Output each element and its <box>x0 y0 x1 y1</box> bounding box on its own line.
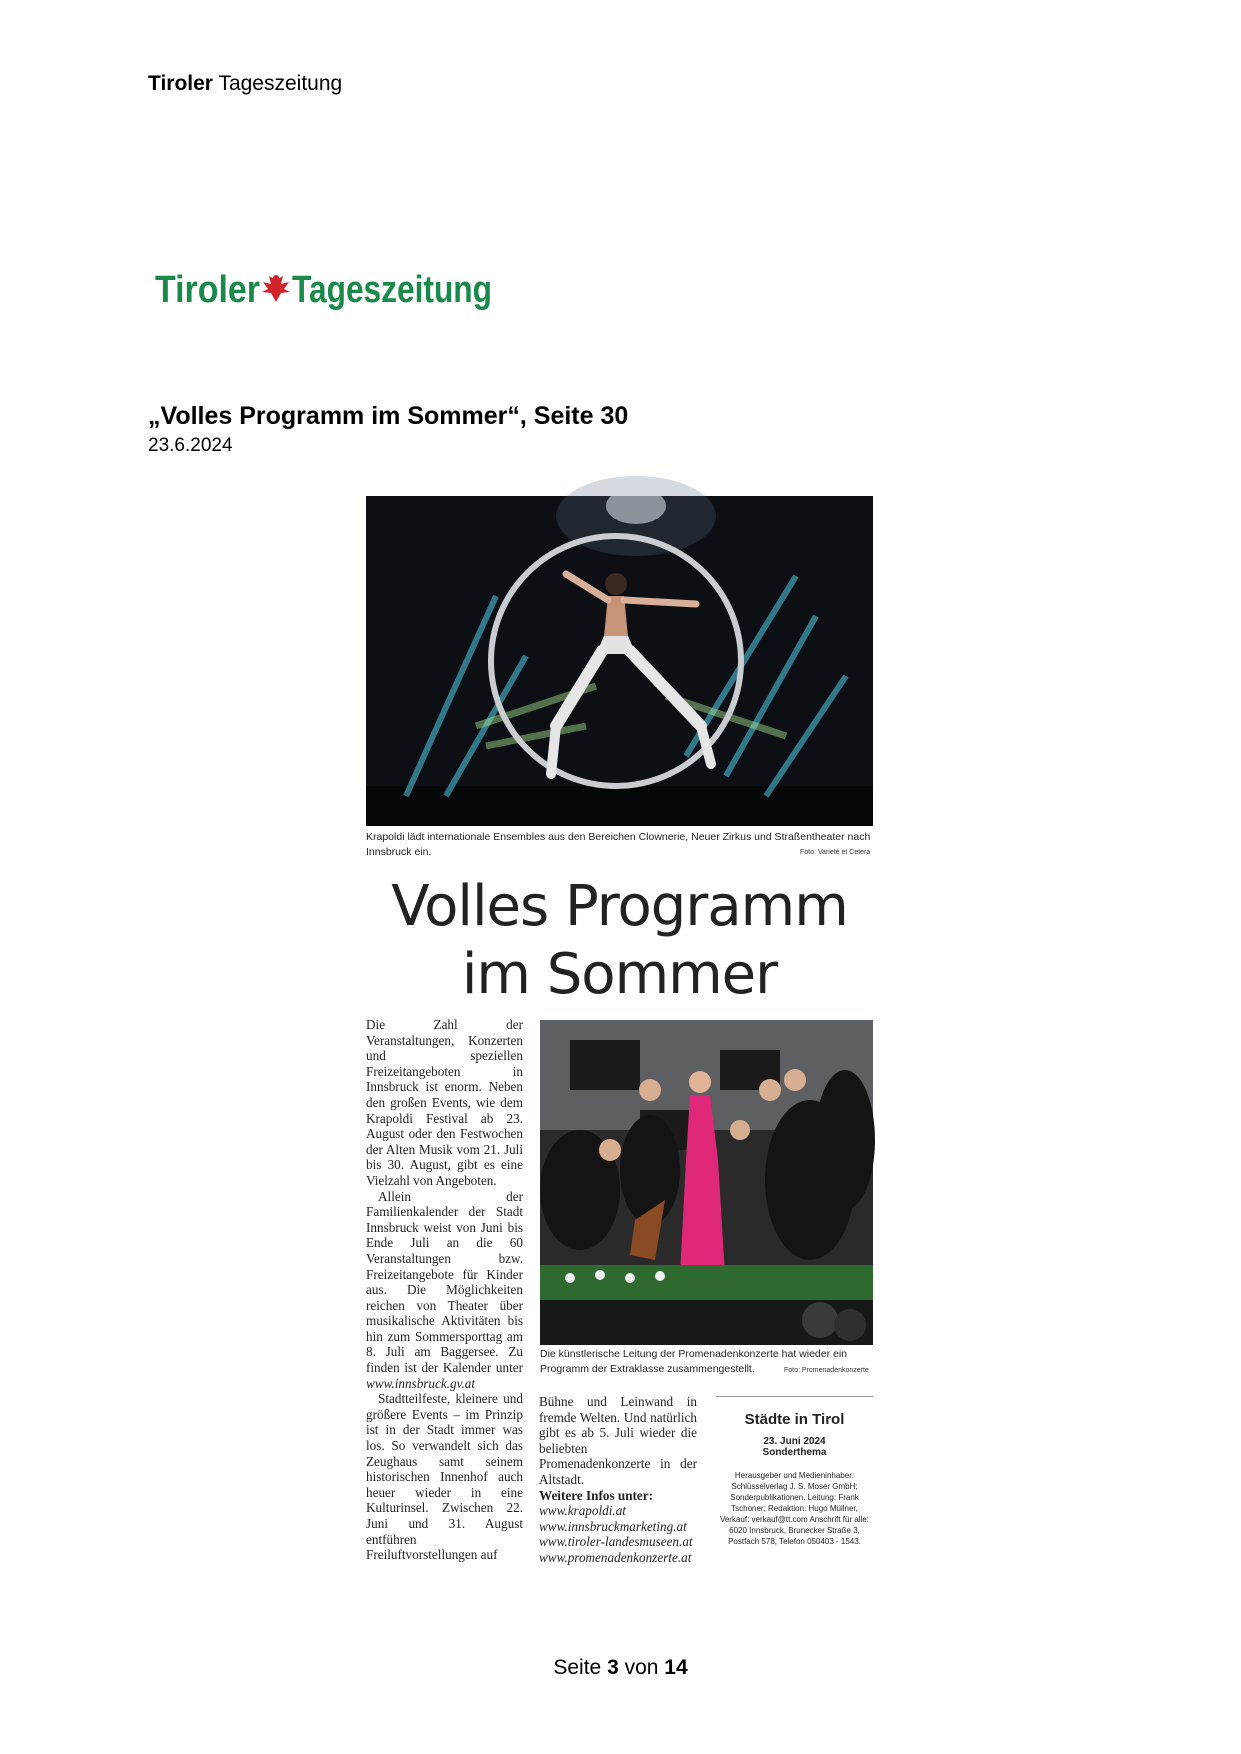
page-header <box>148 72 342 96</box>
footer-page-number: 3 <box>607 1656 619 1679</box>
article-headline: „Volles Programm im Sommer“, Seite 30 <box>148 402 629 430</box>
footer-total-pages: 14 <box>664 1656 688 1679</box>
imprint-date: 23. Juni 2024 <box>763 1436 826 1447</box>
link-innsbruckmarketing[interactable]: www.innsbruckmarketing.at <box>539 1518 687 1534</box>
imprint-box <box>716 1396 873 1547</box>
acrobat-photo <box>366 496 873 826</box>
photo1-caption: Krapoldi lädt internationale Ensembles aus den Bereichen Clownerie, Neuer Zirkus und Straßentheater nach Innsbruck ein. <box>366 831 871 858</box>
col1-link: www.innsbruck.gv.at <box>366 1375 476 1391</box>
header-brand-regular: Tageszeitung <box>218 72 343 95</box>
article-title-line1: Volles Programm <box>391 874 848 939</box>
logo-text-left: Tiroler <box>155 269 261 311</box>
imprint-title: Städte in Tirol <box>744 1411 845 1428</box>
col1-paragraph-3: Stadtteilfeste, kleinere und größere Events – im Prinzip ist in der Stadt immer was los. So verwandelt sich das Zeughaus samt seinem historischen Innenhof auch heuer wieder in eine Kulturinsel. Zwischen 22. Juni und 31. August entführen Freiluftvorstellungen auf <box>366 1391 523 1563</box>
link-promenadenkonzerte[interactable]: www.promenadenkonzerte.at <box>539 1549 692 1565</box>
article-title <box>366 873 873 1009</box>
article-title-line2: im Sommer <box>461 942 778 1007</box>
header-brand-bold: Tiroler <box>148 72 213 95</box>
article-column-2 <box>539 1394 697 1566</box>
concert-photo <box>540 1020 873 1345</box>
eagle-icon <box>262 275 290 302</box>
col1-paragraph-2: Allein der Familienkalender der Stadt Innsbruck weist von Juni bis Ende Juli an die 60 Veranstaltungen bzw. Freizeitangebote für Kinder aus. Die Möglichkeiten reichen von Theater über musikalische Aktivitäten bis hin zum Sommersporttag am 8. Juli am Baggersee. Zu finden ist der Kalender unter www.innsbruck.gv.at <box>366 1188 523 1391</box>
link-krapoldi[interactable]: www.krapoldi.at <box>539 1503 626 1519</box>
article-column-1 <box>366 1017 523 1563</box>
link-landesmuseen[interactable]: www.tiroler-landesmuseen.at <box>539 1534 693 1550</box>
photo1-credit: Foto: Varieté et Cetera <box>800 849 871 856</box>
col2-more-label: Weitere Infos unter: <box>539 1487 654 1503</box>
col1-paragraph-1: Die Zahl der Veranstaltungen, Konzerten und speziellen Freizeitangeboten in Innsbruck ist enorm. Neben den großen Events, wie dem Krapoldi Festival ab 23. August oder den Festwochen der Alten Musik vom 21. Juli bis 30. August, gibt es eine Vielzahl von Angeboten. <box>366 1017 523 1188</box>
photo2-credit: Foto: Promenadenkonzerte <box>784 1367 869 1374</box>
col2-paragraph: Bühne und Leinwand in fremde Welten. Und natürlich gibt es ab 5. Juli wieder die beliebten Promenadenkonzerte in der Altstadt. <box>539 1394 697 1487</box>
imprint-text: Herausgeber und Medieninhaber: Schlüsselverlag J. S. Moser GmbH; Sonderpublikationen, Leitung: Frank Tschoner; Redaktion: Hugo Müllner, Verkauf: verkauf@tt.com Anschrift für alle: 6020 Innsbruck, Brunecker Straße 3, Postfach 578, Telefon 050403 - 1543. <box>719 1471 870 1546</box>
logo-text-right: Tageszeitung <box>292 269 492 311</box>
imprint-subtitle: Sonderthema <box>762 1447 827 1458</box>
tiroler-tageszeitung-logo <box>155 262 495 320</box>
page-footer: Seite 3 von 14 <box>553 1656 688 1679</box>
article-date: 23.6.2024 <box>148 435 233 456</box>
photo2-caption: Die künstlerische Leitung der Promenadenkonzerte hat wieder ein Programm der Extraklasse zusammengestellt. <box>540 1348 848 1375</box>
